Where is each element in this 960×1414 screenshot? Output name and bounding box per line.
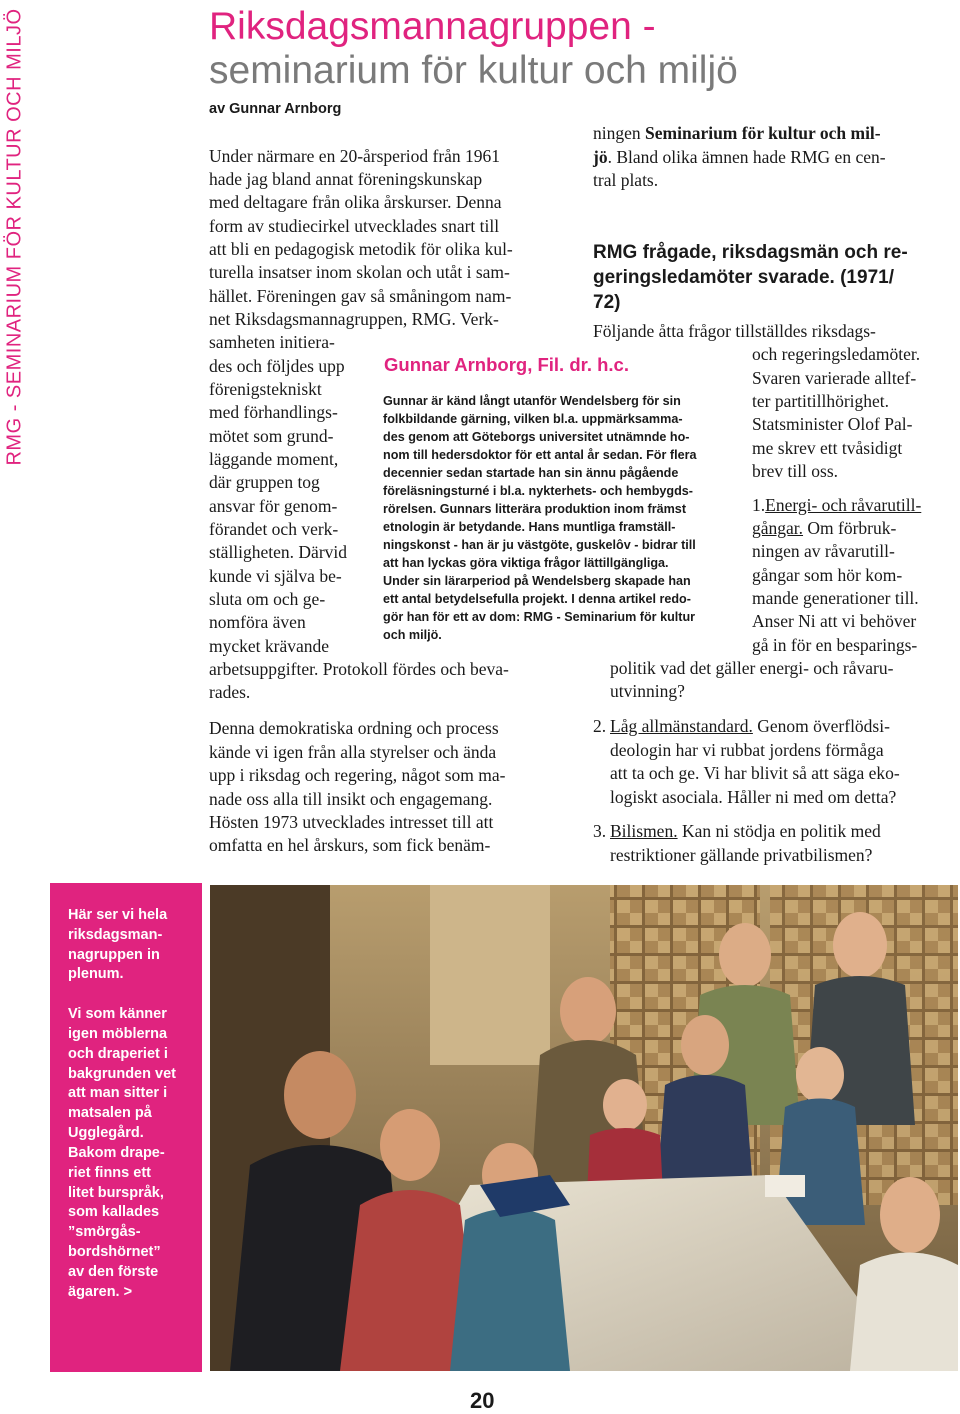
caption-line: Vi som känner xyxy=(68,1006,167,1022)
text-line: gör han för ett av dom: RMG - Seminarium för kultur xyxy=(383,610,696,624)
text-line: rades. xyxy=(209,682,251,702)
side-running-title: RMG - SEMINARIUM FÖR KULTUR OCH MILJÖ xyxy=(3,8,26,466)
text-line: gångar. Om förbruk- xyxy=(752,518,897,538)
text-line: ett antal betydelsefulla projekt. I denna artikel redo- xyxy=(383,592,691,606)
text-line: nom till hedersdoktor för ett antal år sedan. För flera xyxy=(383,448,697,462)
text-line: mande generationer till. xyxy=(752,588,919,608)
page-number: 20 xyxy=(470,1388,495,1413)
text-line: Under närmare en 20-årsperiod från 1961 xyxy=(209,146,501,166)
text-line: folkbildande gärning, vilken bl.a. uppmärksamma- xyxy=(383,412,683,426)
text-line: Denna demokratiska ordning och process xyxy=(209,718,499,738)
caption-line: Ugglegård. xyxy=(68,1125,144,1141)
text-line: kände vi igen från alla styrelser och ända xyxy=(209,742,497,762)
text-line: att bli en pedagogisk metodik för olika kul- xyxy=(209,239,513,259)
group-photo-image xyxy=(210,885,958,1371)
text-line: hället. Föreningen gav så småningom nam- xyxy=(209,286,512,306)
text-line: mötet som grund- xyxy=(209,426,334,446)
article-subtitle: seminarium för kultur och miljö xyxy=(209,49,738,92)
text-line: gångar som hör kom- xyxy=(752,565,903,585)
text-line: arbetsuppgifter. Protokoll fördes och beva- xyxy=(209,659,509,679)
group-photo xyxy=(210,885,958,1371)
text-line: samheten initiera- xyxy=(209,332,335,352)
text-line: med förhandlings- xyxy=(209,402,338,422)
text-line: des och följdes upp xyxy=(209,356,345,376)
text-line: och regeringsledamöter. xyxy=(752,344,921,364)
text-line: med deltagare från olika årskurser. Denna xyxy=(209,192,502,212)
text-line: ter partitillhörighet. xyxy=(752,391,890,411)
caption-line: att man sitter i xyxy=(68,1085,168,1101)
text-line: form av studiecirkel utvecklades snart till xyxy=(209,216,500,236)
heading-line: 72) xyxy=(593,292,621,313)
article-title: Riksdagsmannagruppen - xyxy=(209,5,656,48)
text-line: förenigstekniskt xyxy=(209,379,322,399)
text-line: nomföra även xyxy=(209,612,306,632)
text-line: Under sin lärarperiod på Wendelsberg skapade han xyxy=(383,574,691,588)
caption-line: nagruppen in xyxy=(68,947,160,963)
text-line: Bilismen. Kan ni stödja en politik med xyxy=(610,821,881,841)
text-line: restriktioner gällande privatbilismen? xyxy=(610,845,873,865)
text-line: me skrev ett tvåsidigt xyxy=(752,438,903,458)
text-line: ställigheten. Därvid xyxy=(209,542,348,562)
text-line: hade jag bland annat föreningskunskap xyxy=(209,169,483,189)
text-line: decennier sedan startade han sin ännu pågående xyxy=(383,466,679,480)
bio-title: Gunnar Arnborg, Fil. dr. h.c. xyxy=(384,354,629,375)
text-line: sluta om och ge- xyxy=(209,589,326,609)
caption-line: plenum. xyxy=(68,966,124,982)
caption-line: litet burspråk, xyxy=(68,1185,164,1201)
caption-line: bakgrunden vet xyxy=(68,1066,176,1082)
text-line: Svaren varierade alltef- xyxy=(752,368,917,388)
text-line: turella insatser inom skolan och utåt i sam- xyxy=(209,262,510,282)
text-line: gå in för en besparings- xyxy=(752,635,918,655)
text-line: net Riksdagsmannagruppen, RMG. Verk- xyxy=(209,309,499,329)
list-number: 2. xyxy=(593,716,607,736)
caption-line: Här ser vi hela xyxy=(68,907,168,923)
text-line: kunde vi själva be- xyxy=(209,566,342,586)
text-line: där gruppen tog xyxy=(209,472,320,492)
caption-line: bordshörnet” xyxy=(68,1244,161,1260)
text-line: Anser Ni att vi behöver xyxy=(752,611,917,631)
text-line: mycket krävande xyxy=(209,636,330,656)
list-number: 3. xyxy=(593,821,607,841)
text-line: läggande moment, xyxy=(209,449,339,469)
caption-line: Bakom drape- xyxy=(68,1145,165,1161)
text-line: Låg allmänstandard. Genom överflödsi- xyxy=(610,716,890,736)
text-line: ningen av råvarutill- xyxy=(752,541,895,561)
caption-line: ”smörgås- xyxy=(68,1224,141,1240)
caption-line: av den förste xyxy=(68,1264,159,1280)
caption-line: igen möblerna xyxy=(68,1026,168,1042)
caption-line: ägaren. > xyxy=(68,1284,133,1300)
text-line: des genom att Göteborgs universitet utnämnde ho- xyxy=(383,430,690,444)
text-line: 1.Energi- och råvarutill- xyxy=(752,495,922,515)
text-line: omfatta en hel årskurs, som fick benäm- xyxy=(209,835,491,855)
text-line: nade oss alla till insikt och engagemang. xyxy=(209,789,493,809)
text-line: politik vad det gäller energi- och råvaru- xyxy=(610,658,894,678)
text-line: etnologin är betydande. Hans muntliga framställ- xyxy=(383,520,676,534)
text-line: brev till oss. xyxy=(752,461,839,481)
text-line: tral plats. xyxy=(593,170,659,190)
caption-line: riet finns ett xyxy=(68,1165,151,1181)
text-line: förandet och verk- xyxy=(209,519,339,539)
text-line: att han lyckas göra viktiga frågor lättillgängliga. xyxy=(383,556,669,570)
text-line: och miljö. xyxy=(383,628,442,642)
text-line: ningen Seminarium för kultur och mil- xyxy=(593,123,881,143)
text-line: upp i riksdag och regering, något som ma- xyxy=(209,765,506,785)
caption-line: som kallades xyxy=(68,1204,160,1220)
caption-line: matsalen på xyxy=(68,1105,152,1121)
caption-line: riksdagsman- xyxy=(68,927,163,943)
text-line: Gunnar är känd långt utanför Wendelsberg för sin xyxy=(383,394,681,408)
text-line: att ta och ge. Vi har blivit så att säga eko- xyxy=(610,763,900,783)
text-line: ningskonst - han är ju västgöte, guskelôv - bidrar till xyxy=(383,538,696,552)
text-line: ansvar för genom- xyxy=(209,496,338,516)
text-line: Statsminister Olof Pal- xyxy=(752,414,913,434)
text-line: jö. Bland olika ämnen hade RMG en cen- xyxy=(593,147,886,167)
byline: av Gunnar Arnborg xyxy=(209,101,342,117)
text-line: Hösten 1973 utvecklades intresset till att xyxy=(209,812,494,832)
heading-line: RMG frågade, riksdagsmän och re- xyxy=(593,242,908,263)
text-line: rörelsen. Gunnars litterära produktion inom främst xyxy=(383,502,687,516)
text-line: Följande åtta frågor tillställdes riksdags- xyxy=(593,321,876,341)
caption-line: och draperiet i xyxy=(68,1046,168,1062)
heading-line: geringsledamöter svarade. (1971/ xyxy=(593,267,894,288)
text-line: föreläsningsturné i bl.a. nykterhets- och hembygds- xyxy=(383,484,694,498)
text-line: deologin har vi rubbat jordens förmåga xyxy=(610,740,884,760)
text-line: utvinning? xyxy=(610,681,685,701)
text-line: logiskt asociala. Håller ni med om detta? xyxy=(610,787,897,807)
